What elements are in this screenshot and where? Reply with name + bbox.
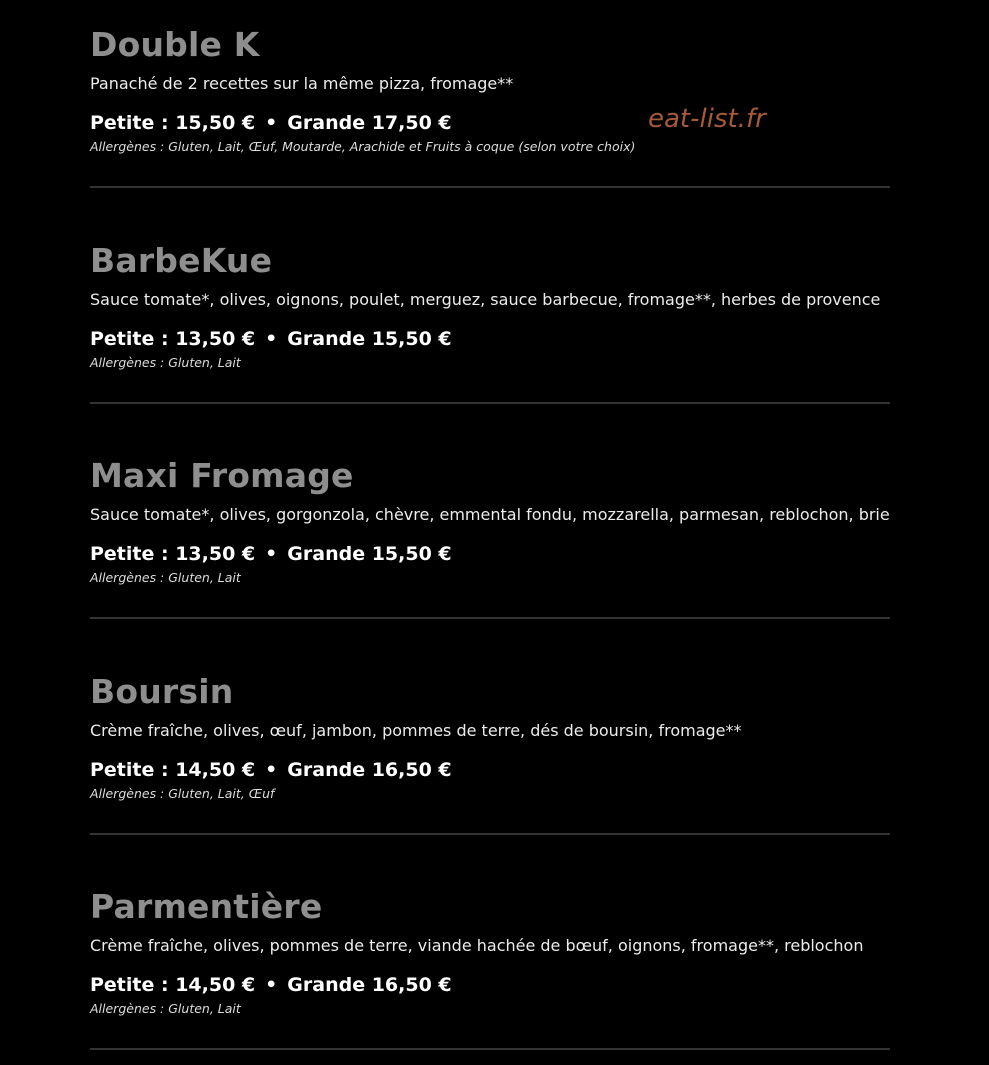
menu-item-title: BarbeKue [90, 240, 273, 280]
divider [90, 617, 890, 619]
menu-item-description: Crème fraîche, olives, pommes de terre, viande hachée de bœuf, oignons, fromage**, reblochon [90, 936, 864, 955]
divider [90, 1048, 890, 1050]
price-large: Grande 17,50 € [287, 112, 452, 134]
menu-item-barbekue [90, 236, 890, 452]
price-separator: • [265, 112, 278, 134]
price-small: Petite : 14,50 € [90, 758, 256, 781]
menu-item-title: Maxi Fromage [90, 456, 354, 495]
price-large: Grande 15,50 € [287, 543, 452, 565]
menu-item-price [90, 110, 890, 136]
price-small: Petite : 14,50 € [90, 974, 256, 996]
price-small: Petite : 15,50 € [90, 112, 256, 134]
divider [90, 402, 890, 404]
menu-item-allergens: Allergènes : Gluten, Lait [90, 570, 241, 585]
site-watermark: eat-list.fr [648, 104, 766, 134]
price-large: Grande 16,50 € [287, 758, 452, 781]
menu-item-title: Boursin [90, 671, 234, 711]
menu-item-boursin [90, 667, 890, 883]
menu-item-price [90, 757, 890, 783]
price-separator: • [265, 543, 278, 565]
price-large: Grande 15,50 € [287, 327, 452, 350]
price-small: Petite : 13,50 € [90, 543, 256, 565]
menu-item-price [90, 541, 890, 567]
menu-item-price [90, 972, 890, 998]
price-small: Petite : 13,50 € [90, 327, 256, 350]
menu-item-allergens: Allergènes : Gluten, Lait, Œuf, Moutarde, Arachide et Fruits à coque (selon votre choix) [90, 139, 636, 154]
price-separator: • [265, 327, 278, 350]
price-large: Grande 16,50 € [287, 974, 452, 996]
menu-item-description: Sauce tomate*, olives, gorgonzola, chèvre, emmental fondu, mozzarella, parmesan, reblochon, brie [90, 505, 890, 524]
menu-item-title: Parmentière [90, 887, 323, 926]
menu-item-maxi-fromage [90, 451, 890, 667]
menu-item-double-k [90, 20, 890, 236]
menu-item-description: Sauce tomate*, olives, oignons, poulet, merguez, sauce barbecue, fromage**, herbes de provence [90, 289, 881, 309]
menu-item-allergens: Allergènes : Gluten, Lait, Œuf [90, 785, 275, 801]
menu-item-parmentiere [90, 882, 890, 1065]
menu-item-description: Panaché de 2 recettes sur la même pizza, fromage** [90, 74, 514, 93]
menu-item-allergens: Allergènes : Gluten, Lait [90, 354, 241, 370]
menu-item-title: Double K [90, 25, 260, 64]
menu-item-description: Crème fraîche, olives, œuf, jambon, pommes de terre, dés de boursin, fromage** [90, 720, 742, 740]
price-separator: • [265, 974, 278, 996]
pizza-menu [90, 20, 890, 1065]
divider [90, 186, 890, 188]
menu-item-price [90, 326, 890, 352]
divider [90, 833, 890, 835]
menu-item-allergens: Allergènes : Gluten, Lait [90, 1001, 241, 1016]
price-separator: • [265, 758, 278, 781]
